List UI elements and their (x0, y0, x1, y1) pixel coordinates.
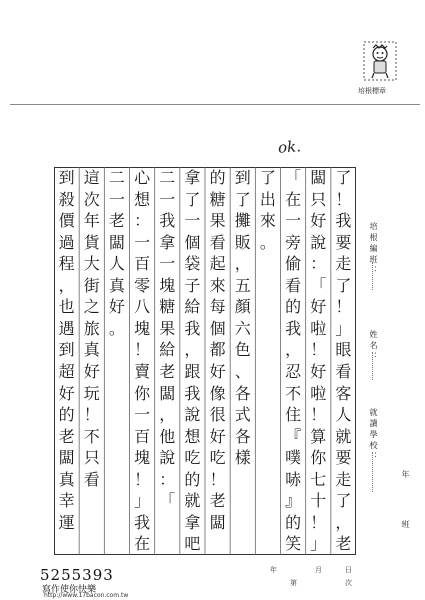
text-char: 街 (83, 275, 100, 295)
text-char: 。 (259, 232, 276, 252)
grade-label: 年 (401, 470, 410, 481)
text-char: 在 (285, 189, 302, 209)
text-char: 我 (184, 318, 201, 338)
mascot-label: 培根標章 (358, 87, 386, 95)
text-char: 老 (108, 211, 125, 231)
text-char: 老 (335, 534, 352, 554)
text-char: 、 (234, 362, 251, 381)
text-char: 一 (184, 211, 201, 231)
text-char: 真 (108, 275, 125, 295)
text-char: 販 (234, 232, 251, 252)
text-char: 闆 (310, 168, 327, 187)
text-char: 百 (134, 426, 151, 446)
text-char: 闆 (209, 512, 226, 532)
text-char: 了 (335, 491, 352, 511)
text-char: 跟 (184, 362, 201, 381)
text-char: 了 (335, 168, 352, 187)
text-char: ， (58, 275, 75, 295)
text-char: 各 (234, 426, 251, 446)
text-char: 一 (159, 254, 176, 274)
text-char: 偷 (285, 254, 302, 274)
text-column (257, 167, 279, 555)
text-char: 」 (335, 318, 352, 338)
text-char: 拿 (184, 168, 201, 187)
text-char: 百 (134, 254, 151, 274)
text-char: 吃 (209, 448, 226, 468)
text-char: 啦 (310, 318, 327, 338)
text-char: 五 (234, 275, 251, 295)
text-char: 大 (83, 254, 100, 274)
text-char: 遇 (58, 318, 75, 338)
text-char: 不 (285, 383, 302, 403)
class-number-label: 班 (401, 520, 410, 531)
month-label: 月 (315, 566, 322, 574)
text-char: 的 (184, 469, 201, 489)
text-char: 旁 (285, 232, 302, 252)
text-column (106, 167, 128, 555)
count-prefix: 第 (290, 579, 297, 587)
text-char: 在 (134, 534, 151, 554)
count-suffix: 次 (345, 579, 352, 587)
text-column (81, 167, 103, 555)
text-char: 』 (285, 491, 302, 511)
text-char: 好 (209, 426, 226, 446)
text-char: 幸 (58, 491, 75, 511)
text-char: 看 (83, 469, 100, 489)
text-char: 「 (159, 491, 176, 511)
text-char: 啦 (310, 383, 327, 403)
text-char: 看 (335, 362, 352, 381)
text-char: 老 (58, 426, 75, 446)
text-char: 老 (209, 491, 226, 511)
text-char: 人 (108, 254, 125, 274)
text-char: 像 (209, 383, 226, 403)
text-char: 的 (58, 405, 75, 425)
text-char: 人 (335, 405, 352, 425)
name-label: 姓名： (369, 330, 378, 363)
text-char: 說 (310, 232, 327, 252)
text-char: 心 (134, 168, 151, 187)
text-char: 算 (310, 426, 327, 446)
text-char: 六 (234, 318, 251, 338)
text-char: 看 (209, 232, 226, 252)
text-char: 給 (159, 340, 176, 360)
text-char: ： (134, 211, 151, 231)
text-char: 塊 (134, 318, 151, 338)
text-char: 走 (335, 469, 352, 489)
text-char: 每 (209, 297, 226, 317)
text-char: 一 (285, 211, 302, 231)
text-char: 「 (310, 275, 327, 295)
text-char: 的 (285, 512, 302, 532)
text-char: 拿 (159, 232, 176, 252)
text-char: 要 (335, 232, 352, 252)
day-label: 日 (345, 566, 352, 574)
text-char: 想 (134, 189, 151, 209)
mascot-stamp-icon (362, 40, 398, 86)
text-char: 八 (134, 297, 151, 317)
text-char: 了 (234, 189, 251, 209)
text-char: ！ (310, 340, 327, 360)
text-char: 住 (285, 405, 302, 425)
text-char: 走 (335, 254, 352, 274)
text-char: 客 (335, 383, 352, 403)
text-char: 來 (259, 211, 276, 231)
text-char: 了 (259, 168, 276, 187)
text-char: 」 (310, 534, 327, 554)
text-char: 好 (310, 362, 327, 381)
text-char: 你 (310, 448, 327, 468)
text-char: ， (159, 405, 176, 425)
text-char: 塊 (134, 448, 151, 468)
text-char: 到 (234, 168, 251, 187)
text-char: 的 (285, 297, 302, 317)
text-char: 個 (209, 318, 226, 338)
text-column (332, 167, 354, 555)
text-char: 只 (83, 448, 100, 468)
text-char: 哧 (285, 469, 302, 489)
text-char: 色 (234, 340, 251, 360)
composition-columns (54, 167, 356, 555)
text-char: 二 (108, 168, 125, 187)
text-char: ！ (209, 469, 226, 489)
text-column (207, 167, 229, 555)
text-char: 『 (285, 426, 302, 446)
text-char: 噗 (285, 448, 302, 468)
text-char: ！ (134, 469, 151, 489)
text-char: 闆 (159, 383, 176, 403)
text-char: 看 (285, 275, 302, 295)
text-char: 笑 (285, 534, 302, 554)
text-char: ！ (310, 405, 327, 425)
text-char: 糖 (209, 189, 226, 209)
text-char: 拿 (184, 512, 201, 532)
text-char: 忍 (285, 362, 302, 381)
text-char: 樣 (234, 448, 251, 468)
text-char: 來 (209, 275, 226, 295)
text-char: ！ (335, 297, 352, 317)
text-column (232, 167, 254, 555)
website-url: http://www.17bacon.com.tw (44, 592, 129, 599)
text-char: 玩 (83, 383, 100, 403)
text-char: 塊 (159, 275, 176, 295)
text-char: 到 (58, 168, 75, 187)
text-char: 賣 (134, 362, 151, 381)
text-char: 果 (159, 318, 176, 338)
text-char: 二 (159, 168, 176, 187)
teacher-comment: ok. (277, 137, 302, 157)
text-char: 超 (58, 362, 75, 381)
text-char: 好 (209, 362, 226, 381)
text-char: 袋 (184, 254, 201, 274)
slogan: 寫作使你快樂 (42, 585, 97, 595)
school-label: 就讀學校： (369, 408, 378, 463)
text-char: 真 (83, 340, 100, 360)
text-column (56, 167, 78, 555)
text-char: 吧 (184, 534, 201, 554)
text-char: 闆 (58, 448, 75, 468)
text-char: ！ (134, 340, 151, 360)
text-char: 真 (58, 469, 75, 489)
text-char: 個 (184, 232, 201, 252)
text-char: 我 (159, 211, 176, 231)
text-char: 年 (83, 211, 100, 231)
text-char: 我 (134, 512, 151, 532)
text-char: 好 (310, 297, 327, 317)
text-char: 糖 (159, 297, 176, 317)
text-char: 殺 (58, 189, 75, 209)
text-char: 貨 (83, 232, 100, 252)
text-char: 旅 (83, 318, 100, 338)
text-char: ， (285, 340, 302, 360)
text-char: ！ (310, 512, 327, 532)
text-char: 十 (310, 491, 327, 511)
header-divider (10, 104, 420, 105)
text-char: 攤 (234, 211, 251, 231)
text-char: 我 (184, 383, 201, 403)
text-char: 一 (159, 189, 176, 209)
school-line (372, 452, 374, 492)
text-char: 一 (108, 189, 125, 209)
text-char: 好 (310, 211, 327, 231)
class-line (372, 262, 374, 290)
text-char: 的 (209, 168, 226, 187)
text-char: 運 (58, 512, 75, 532)
name-line (372, 352, 374, 380)
text-char: 我 (285, 318, 302, 338)
text-char: 你 (134, 383, 151, 403)
text-char: 一 (134, 405, 151, 425)
text-char: 這 (83, 168, 100, 187)
text-column (181, 167, 203, 555)
text-char: 就 (184, 491, 201, 511)
text-char: 到 (58, 340, 75, 360)
text-char: 吃 (184, 448, 201, 468)
text-char: 之 (83, 297, 100, 317)
year-label: 年 (270, 566, 277, 574)
text-char: 要 (335, 448, 352, 468)
text-char: 就 (335, 426, 352, 446)
text-char: 不 (83, 426, 100, 446)
text-char: 式 (234, 405, 251, 425)
text-char: 七 (310, 469, 327, 489)
text-char: 說 (159, 448, 176, 468)
text-char: 價 (58, 211, 75, 231)
text-char: 只 (310, 189, 327, 209)
text-char: 顏 (234, 297, 251, 317)
text-char: 我 (335, 211, 352, 231)
text-char: 果 (209, 211, 226, 231)
text-char: ： (159, 469, 176, 489)
text-column (156, 167, 178, 555)
text-char: 「 (285, 168, 302, 187)
text-char: 。 (108, 318, 125, 338)
text-char: 老 (159, 362, 176, 381)
text-char: 各 (234, 383, 251, 403)
text-char: ， (234, 254, 251, 274)
text-char: 好 (83, 362, 100, 381)
text-char: 零 (134, 275, 151, 295)
text-char: 了 (335, 275, 352, 295)
text-char: 過 (58, 232, 75, 252)
text-char: ！ (335, 189, 352, 209)
text-char: 好 (58, 383, 75, 403)
text-char: 起 (209, 254, 226, 274)
text-char: 程 (58, 254, 75, 274)
text-char: 一 (134, 232, 151, 252)
text-char: 很 (209, 405, 226, 425)
text-char: ， (184, 340, 201, 360)
text-char: ！ (83, 405, 100, 425)
text-column (282, 167, 304, 555)
class-label: 培根編班： (369, 222, 378, 277)
text-char: ， (335, 512, 352, 532)
text-char: 他 (159, 426, 176, 446)
text-char: 」 (134, 491, 151, 511)
text-char: 次 (83, 189, 100, 209)
text-column (131, 167, 153, 555)
text-char: ： (310, 254, 327, 274)
text-char: 也 (58, 297, 75, 317)
text-char: 出 (259, 189, 276, 209)
text-char: 子 (184, 275, 201, 295)
text-char: 給 (184, 297, 201, 317)
text-char: 了 (184, 189, 201, 209)
text-char: 好 (108, 297, 125, 317)
sheet-code: 5255393 (40, 566, 114, 584)
text-char: 眼 (335, 340, 352, 360)
text-char: 說 (184, 405, 201, 425)
text-column (307, 167, 329, 555)
text-char: 想 (184, 426, 201, 446)
text-char: 都 (209, 340, 226, 360)
text-char: 闆 (108, 232, 125, 252)
